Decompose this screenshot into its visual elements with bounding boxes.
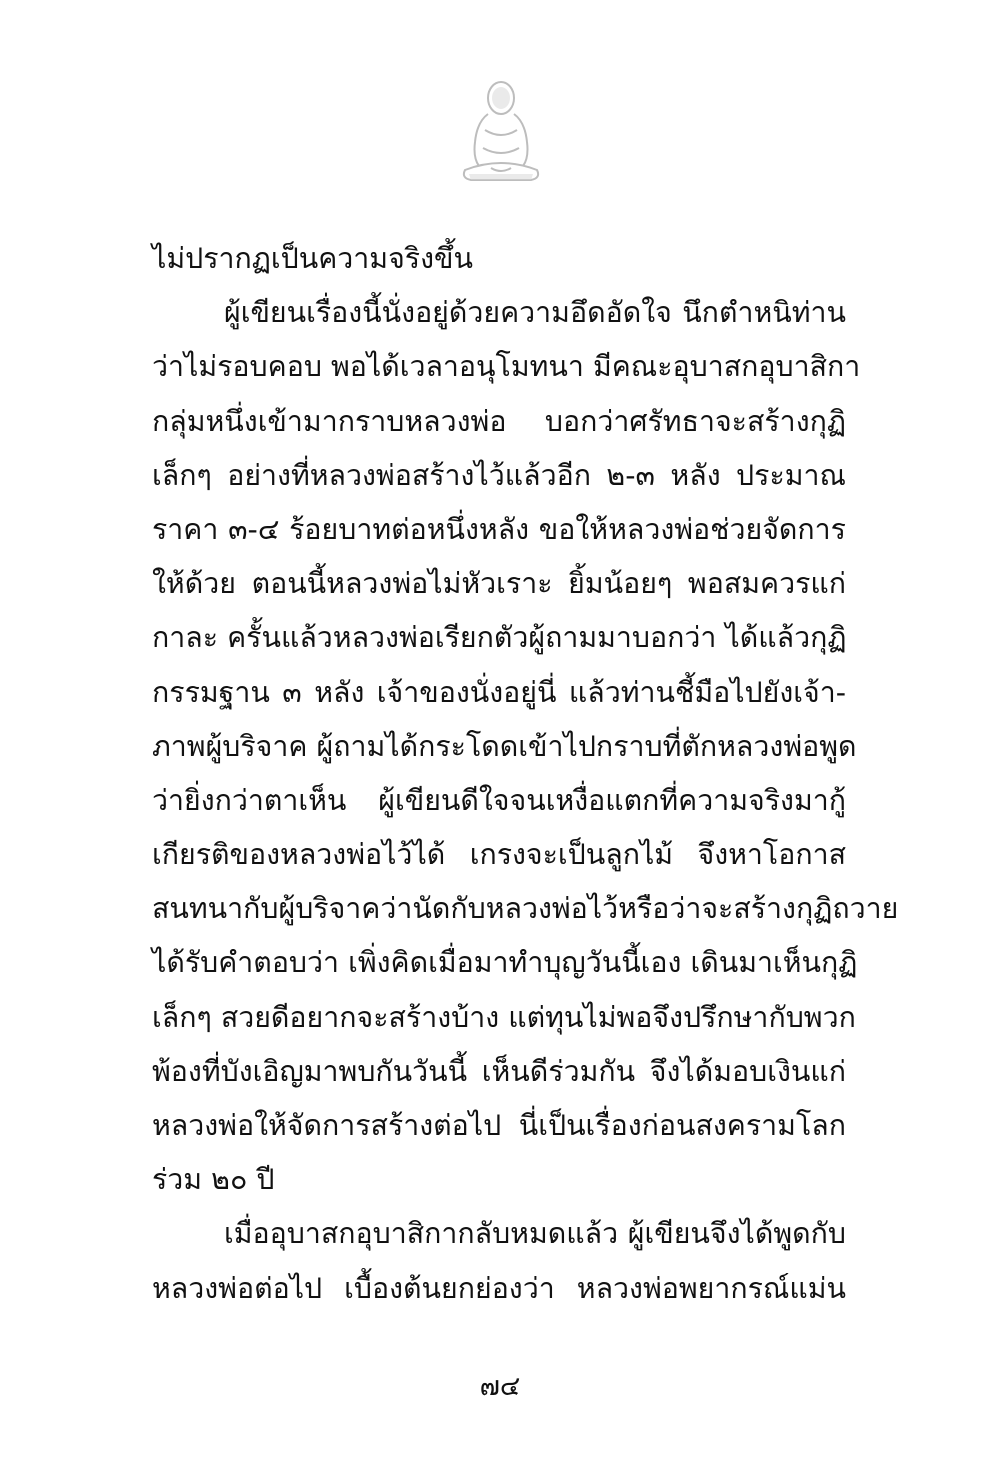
text-line: กลุ่มหนึ่งเข้ามากราบหลวงพ่อ บอกว่าศรัทธาจะสร้างกุฏิ [152, 404, 846, 438]
seated-monk-figure-icon [455, 70, 547, 190]
text-line: ไม่ปรากฏเป็นความจริงขึ้น [152, 242, 473, 275]
text-line: เล็กๆ อย่างที่หลวงพ่อสร้างไว้แล้วอีก ๒-๓ หลัง ประมาณ [152, 458, 846, 492]
text-line: เกียรติของหลวงพ่อไว้ได้ เกรงจะเป็นลูกไม้ จึงหาโอกาส [152, 838, 846, 872]
text-line: พ้องที่บังเอิญมาพบกันวันนี้ เห็นดีร่วมกัน จึงได้มอบเงินแก่ [152, 1054, 846, 1088]
page-number: ๗๔ [479, 1371, 521, 1402]
emblem-drawing [455, 70, 547, 190]
text-line: หลวงพ่อต่อไป เบื้องต้นยกย่องว่า หลวงพ่อพยากรณ์แม่น [152, 1271, 846, 1305]
text-line: ราคา ๓-๔ ร้อยบาทต่อหนึ่งหลัง ขอให้หลวงพ่อช่วยจัดการ [152, 512, 846, 546]
text-line: หลวงพ่อให้จัดการสร้างต่อไป นี่เป็นเรื่องก่อนสงครามโลก [152, 1109, 846, 1142]
text-line: สนทนากับผู้บริจาคว่านัดกับหลวงพ่อไว้หรือว่าจะสร้างกุฏิถวาย [152, 892, 899, 926]
text-line: ภาพผู้บริจาค ผู้ถามได้กระโดดเข้าไปกราบที่ตักหลวงพ่อพูด [152, 729, 857, 763]
text-line: ได้รับคำตอบว่า เพิ่งคิดเมื่อมาทำบุญวันนี้เอง เดินมาเห็นกุฏิ [152, 946, 858, 980]
text-line: เล็กๆ สวยดีอยากจะสร้างบ้าง แต่ทุนไม่พอจึงปรึกษากับพวก [152, 1000, 856, 1034]
text-line: ให้ด้วย ตอนนี้หลวงพ่อไม่หัวเราะ ยิ้มน้อยๆ พอสมควรแก่ [152, 567, 846, 601]
text-line: ร่วม ๒๐ ปี [152, 1163, 275, 1197]
text-line: ว่ายิ่งกว่าตาเห็น ผู้เขียนดีใจจนเหงื่อแตกที่ความจริงมากู้ [152, 783, 846, 817]
text-line: กาละ ครั้นแล้วหลวงพ่อเรียกตัวผู้ถามมาบอกว่า ได้แล้วกุฏิ [152, 621, 847, 655]
text-line: ผู้เขียนเรื่องนี้นั่งอยู่ด้วยความอึดอัดใจ นึกตำหนิท่าน [224, 296, 846, 330]
text-line: กรรมฐาน ๓ หลัง เจ้าของนั่งอยู่นี่ แล้วท่านชี้มือไปยังเจ้า- [152, 675, 846, 709]
body-text [152, 232, 899, 1316]
text-line: ว่าไม่รอบคอบ พอได้เวลาอนุโมทนา มีคณะอุบาสกอุบาสิกา [152, 350, 861, 384]
text-line: เมื่ออุบาสกอุบาสิกากลับหมดแล้ว ผู้เขียนจึงได้พูดกับ [224, 1217, 846, 1251]
